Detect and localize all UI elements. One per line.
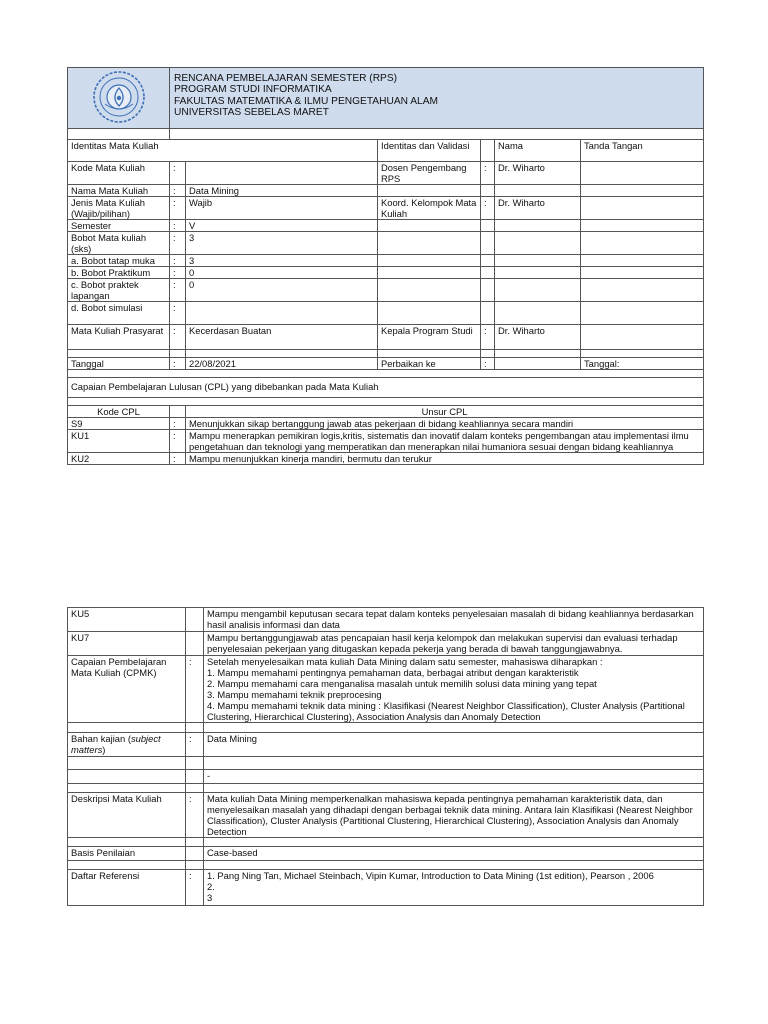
cpl-row: KU5 Mampu mengambil keputusan secara tepat dalam konteks penyelesaian masalah di bidang keahliannya berdasarkan hasil analisis informasi dan data — [68, 608, 704, 632]
header-line-fakultas: FAKULTAS MATEMATIKA & ILMU PENGETAHUAN ALAM — [174, 95, 438, 107]
spacer-row — [68, 723, 704, 733]
spacer-row — [68, 129, 704, 140]
cpmk-item: 3. Mampu memahami teknik preprocesing — [207, 689, 382, 700]
identity-row: Bobot Mata kuliah (sks) : 3 — [68, 232, 704, 255]
tanda-tangan-header: Tanda Tangan — [581, 140, 704, 162]
cpl-title-row — [68, 378, 704, 398]
referensi-item: 2. — [207, 881, 215, 892]
spacer-row — [68, 757, 704, 770]
cpmk-label: Capaian Pembelajaran Mata Kuliah (CPMK) — [68, 656, 186, 723]
cpmk-item: 4. Mampu memahami teknik data mining : Klasifikasi (Nearest Neighbor Classification), Cluster Analysis (Partitional Clustering, Hierarchical Clustering), Association Analysis dan Anomaly Detection — [207, 700, 685, 722]
spacer-row — [68, 398, 704, 406]
cpl-row: S9 : Menunjukkan sikap bertanggung jawab atas pekerjaan di bidang keahliannya secara mandiri — [68, 418, 704, 430]
cpmk-item: 2. Mampu memahami cara menganalisa masalah untuk memilih solusi data mining yang tepat — [207, 678, 597, 689]
cpl-row: KU1 : Mampu menerapkan pemikiran logis,kritis, sistematis dan inovatif dalam konteks pengembangan atau implementasi ilmu pengetahuan dan teknologi yang memperatikan dan menerapkan nilai humaniora sesuai dengan bidang keahliannya — [68, 430, 704, 453]
referensi-item: 1. Pang Ning Tan, Michael Steinbach, Vipin Kumar, Introduction to Data Mining (1st edition), Pearson , 2006 — [207, 870, 654, 881]
spacer-row — [68, 861, 704, 870]
unsur-cpl-header: Unsur CPL — [186, 406, 704, 418]
basis-penilaian-row — [68, 847, 704, 861]
rps-page-top — [67, 67, 703, 465]
nama-header: Nama — [495, 140, 581, 162]
identity-row: Jenis Mata Kuliah (Wajib/pilihan) : Wajib Koord. Kelompok Mata Kuliah : Dr. Wiharto — [68, 197, 704, 220]
header-line-prodi: PROGRAM STUDI INFORMATIKA — [174, 84, 332, 96]
cpl-row: KU7 Mampu bertanggungjawab atas pencapaian hasil kerja kelompok dan melakukan supervisi dan evaluasi terhadap penyelesaian pekerjaan yang ditugaskan kepada pekerja yang berada di bawah tanggungjawabnya. — [68, 632, 704, 656]
header-title-block — [170, 68, 704, 129]
cpl-header-row — [68, 406, 704, 418]
identity-row: Kode Mata Kuliah : Dosen Pengembang RPS : Dr. Wiharto — [68, 162, 704, 185]
cpl-row: KU2 : Mampu menunjukkan kinerja mandiri, bermutu dan terukur — [68, 453, 704, 465]
rps-table-bottom — [67, 607, 704, 906]
identity-row: Tanggal : 22/08/2021 Perbaikan ke : Tanggal: — [68, 358, 704, 370]
cpmk-row: Capaian Pembelajaran Mata Kuliah (CPMK) : Setelah menyelesaikan mata kuliah Data Mining dalam satu semester, mahasiswa diharapkan : 1. Mampu memahami pentingnya pemahaman data, berbagai atribut dengan karakteristik 2. Mampu memahami cara menganalisa masalah untuk memilih solusi data mining yang tepat 3. Mampu memahami teknik preprocesing 4. Mampu memahami teknik data mining : Klasifikasi (Nearest Neighbor Classification), Cluster Analysis (Partitional Clustering, Hierarchical Clustering), Association Analysis dan Anomaly Detection — [68, 656, 704, 723]
signature-cell — [581, 162, 704, 185]
university-seal-icon — [91, 70, 147, 124]
header-row — [68, 68, 704, 129]
identity-row: b. Bobot Praktikum : 0 — [68, 267, 704, 279]
spacer-row — [68, 838, 704, 847]
identity-row: c. Bobot praktek lapangan : 0 — [68, 279, 704, 302]
header-line-universitas: UNIVERSITAS SEBELAS MARET — [174, 107, 329, 119]
referensi-row: Daftar Referensi : 1. Pang Ning Tan, Michael Steinbach, Vipin Kumar, Introduction to Data Mining (1st edition), Pearson , 2006 2. 3 — [68, 870, 704, 906]
bahan-extra-row: - — [68, 770, 704, 784]
deskripsi-row: Deskripsi Mata Kuliah : Mata kuliah Data Mining memperkenalkan mahasiswa kepada pentingnya pemahaman karakteristik data, dan menyelesaikan masalah yang dihadapi dengan berbagai teknik data mining. Antara lain Klasifikasi (Nearest Neighbor Classification), Cluster Analysis (Partitional Clustering, Hierarchical Clustering), Association Analysis dan Anomaly Detection — [68, 793, 704, 838]
rps-table-top — [67, 67, 704, 465]
identity-header-row — [68, 140, 704, 162]
bahan-kajian-value: Data Mining — [204, 733, 704, 757]
referensi-list — [204, 870, 704, 906]
spacer-row — [68, 784, 704, 793]
cpmk-item: 1. Mampu memahami pentingnya pemahaman data, berbagai atribut dengan karakteristik — [207, 667, 579, 678]
cpmk-intro: Setelah menyelesaikan mata kuliah Data Mining dalam satu semester, mahasiswa diharapkan : — [207, 656, 603, 667]
spacer-row — [68, 370, 704, 378]
basis-penilaian-value: Case-based — [204, 847, 704, 861]
identity-row: Nama Mata Kuliah : Data Mining — [68, 185, 704, 197]
logo-cell — [68, 68, 170, 129]
header-line-rps: RENCANA PEMBELAJARAN SEMESTER (RPS) — [174, 73, 398, 84]
identity-row: d. Bobot simulasi : — [68, 302, 704, 325]
cpl-title: Capaian Pembelajaran Lulusan (CPL) yang dibebankan pada Mata Kuliah — [68, 378, 704, 398]
referensi-label: Daftar Referensi — [68, 870, 186, 906]
cpmk-content — [204, 656, 704, 723]
deskripsi-text: Mata kuliah Data Mining memperkenalkan mahasiswa kepada pentingnya pemahaman karakteristik data, dan menyelesaikan masalah yang dihadapi dengan berbagai teknik data mining. Antara lain Klasifikasi (Nearest Neighbor Classification), Cluster Analysis (Partitional Clustering, Hierarchical Clustering), Association Analysis dan Anomaly Detection — [204, 793, 704, 838]
kode-cpl-header: Kode CPL — [68, 406, 170, 418]
identity-row: Semester : V — [68, 220, 704, 232]
deskripsi-label: Deskripsi Mata Kuliah — [68, 793, 186, 838]
bahan-kajian-row: Bahan kajian (subject matters) : Data Mining — [68, 733, 704, 757]
referensi-item: 3 — [207, 892, 213, 903]
identitas-validasi-header: Identitas dan Validasi — [378, 140, 481, 162]
basis-penilaian-label: Basis Penilaian — [68, 847, 186, 861]
rps-page-bottom — [67, 607, 703, 906]
bahan-kajian-label: Bahan kajian (subject matters) — [68, 733, 186, 757]
identity-row: a. Bobot tatap muka : 3 — [68, 255, 704, 267]
spacer-row — [68, 350, 704, 358]
identity-row: Mata Kuliah Prasyarat : Kecerdasan Buatan Kepala Program Studi : Dr. Wiharto — [68, 325, 704, 350]
identitas-mk-header: Identitas Mata Kuliah — [68, 140, 378, 162]
